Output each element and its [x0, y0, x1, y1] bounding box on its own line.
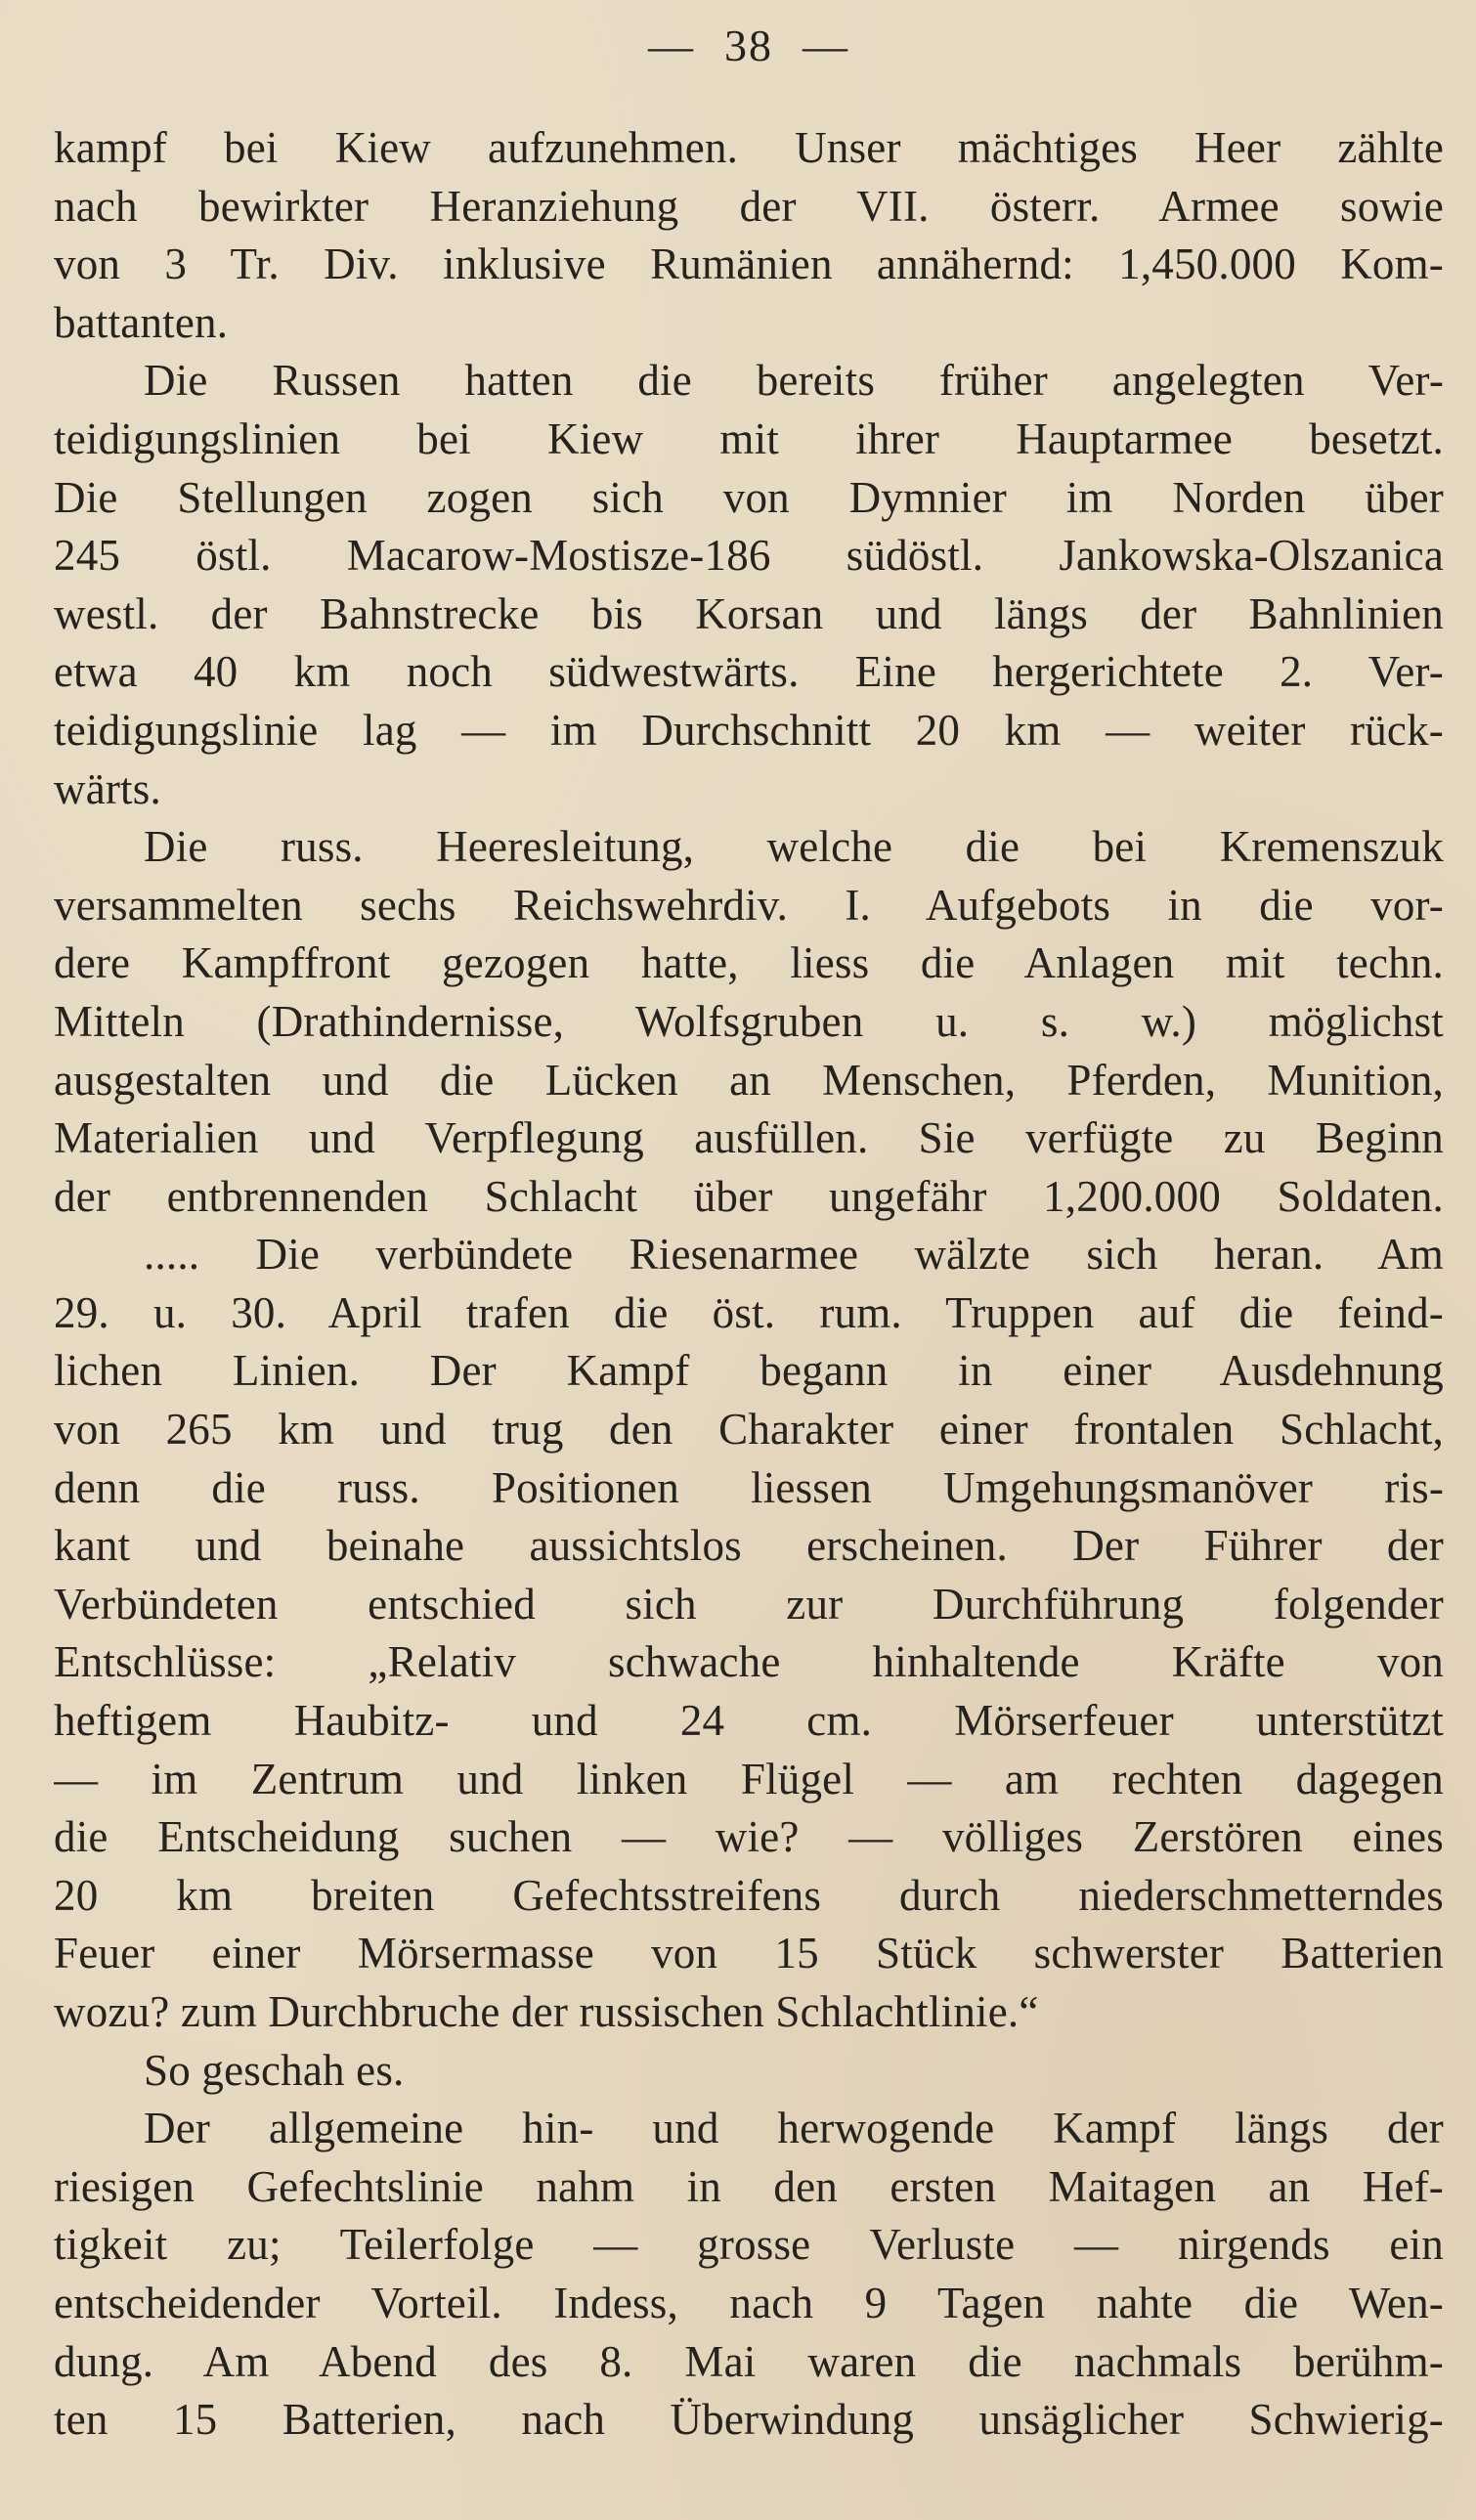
text-line: dere Kampffront gezogen hatte, liess die Anlagen mit techn.: [54, 938, 1444, 988]
text-line: 245 östl. Macarow-Mostisze-186 südöstl. Jankowska-Olszanica: [54, 531, 1444, 581]
text-line: Die russ. Heeresleitung, welche die bei Kremenszuk: [144, 822, 1444, 872]
text-line: etwa 40 km noch südwestwärts. Eine hergerichtete 2. Ver-: [54, 647, 1444, 697]
text-line: Die Stellungen zogen sich von Dymnier im Norden über: [54, 472, 1444, 522]
header-dash-right: —: [803, 21, 849, 70]
text-line: teidigungslinie lag — im Durchschnitt 20 km — weiter rück-: [54, 705, 1444, 755]
text-line: 29. u. 30. April trafen die öst. rum. Truppen auf die feind-: [54, 1287, 1444, 1337]
text-line: entscheidender Vorteil. Indess, nach 9 Tagen nahte die Wen-: [54, 2278, 1444, 2327]
text-line: Mitteln (Drathindernisse, Wolfsgruben u. s. w.) möglichst: [54, 996, 1444, 1046]
body-text: [54, 119, 1444, 2450]
text-line: battanten.: [54, 297, 229, 347]
page-header: [54, 0, 1444, 94]
text-line: kampf bei Kiew aufzunehmen. Unser mächtiges Heer zählte: [54, 123, 1444, 172]
text-line: versammelten sechs Reichswehrdiv. I. Aufgebots in die vor-: [54, 880, 1444, 930]
text-line: wärts.: [54, 763, 161, 813]
text-line: wozu? zum Durchbruche der russischen Schlachtlinie.“: [54, 1987, 1039, 2036]
text-line: lichen Linien. Der Kampf begann in einer Ausdehnung: [54, 1346, 1444, 1396]
text-line: von 3 Tr. Div. inklusive Rumänien annähernd: 1,450.000 Kom-: [54, 239, 1444, 289]
text-line: kant und beinahe aussichtslos erscheinen. Der Führer der: [54, 1521, 1444, 1571]
text-line: der entbrennenden Schlacht über ungefähr 1,200.000 Soldaten.: [54, 1171, 1444, 1221]
text-line: dung. Am Abend des 8. Mai waren die nachmals berühm-: [54, 2336, 1444, 2386]
text-line: So geschah es.: [144, 2045, 405, 2095]
text-line: denn die russ. Positionen liessen Umgehungsmanöver ris-: [54, 1462, 1444, 1512]
text-line: Materialien und Verpflegung ausfüllen. Sie verfügte zu Beginn: [54, 1113, 1444, 1163]
text-line: heftigem Haubitz- und 24 cm. Mörserfeuer unterstützt: [54, 1696, 1444, 1746]
text-line: riesigen Gefechtslinie nahm in den ersten Maitagen an Hef-: [54, 2161, 1444, 2211]
text-line: Der allgemeine hin- und herwogende Kampf längs der: [144, 2104, 1444, 2153]
text-line: ..... Die verbündete Riesenarmee wälzte sich heran. Am: [144, 1230, 1444, 1280]
text-line: von 265 km und trug den Charakter einer frontalen Schlacht,: [54, 1405, 1444, 1455]
text-line: die Entscheidung suchen — wie? — völliges Zerstören eines: [54, 1812, 1444, 1862]
text-line: nach bewirkter Heranziehung der VII. österr. Armee sowie: [54, 181, 1444, 231]
text-line: Feuer einer Mörsermasse von 15 Stück schwerster Batterien: [54, 1929, 1444, 1978]
text-line: 20 km breiten Gefechtsstreifens durch niederschmetterndes: [54, 1870, 1444, 1920]
text-line: tigkeit zu; Teilerfolge — grosse Verluste — nirgends ein: [54, 2220, 1444, 2270]
text-line: Verbündeten entschied sich zur Durchführung folgender: [54, 1579, 1444, 1629]
text-line: ten 15 Batterien, nach Überwindung unsäglicher Schwierig-: [54, 2395, 1444, 2445]
text-line: Entschlüsse: „Relativ schwache hinhaltende Kräfte von: [54, 1637, 1444, 1687]
text-line: teidigungslinien bei Kiew mit ihrer Hauptarmee besetzt.: [54, 413, 1444, 463]
text-line: westl. der Bahnstrecke bis Korsan und längs der Bahnlinien: [54, 588, 1444, 638]
header-dash-left: —: [648, 21, 695, 70]
text-line: — im Zentrum und linken Flügel — am rechten dagegen: [54, 1754, 1444, 1803]
text-line: Die Russen hatten die bereits früher angelegten Ver-: [144, 356, 1444, 406]
text-line: ausgestalten und die Lücken an Menschen, Pferden, Munition,: [54, 1055, 1444, 1105]
page-number: 38: [724, 21, 773, 70]
